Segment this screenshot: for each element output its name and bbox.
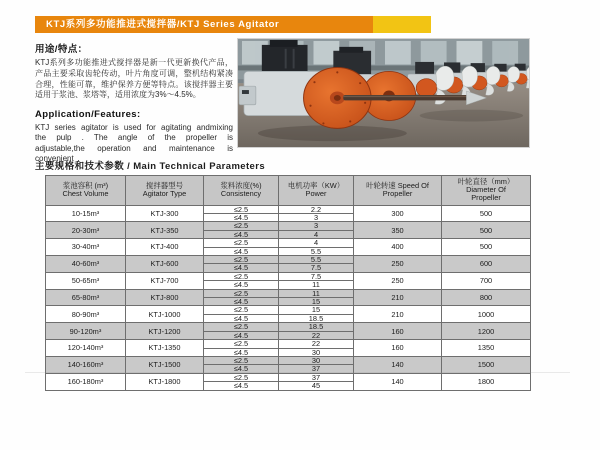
cell-volume: 65-80m³ [46, 289, 126, 306]
cell-power: 5.5 [279, 256, 354, 264]
title-bar-accent [373, 16, 431, 33]
cell-power: 18.5 [279, 323, 354, 331]
cell-power: 3 [279, 222, 354, 230]
cell-power: 5.5 [279, 247, 354, 255]
table-row [46, 239, 531, 247]
cell-agitator-type: KTJ-1500 [126, 356, 204, 373]
cell-power: 11 [279, 289, 354, 297]
cell-diameter: 500 [442, 205, 531, 222]
cell-consistency: ≤4.5 [204, 365, 279, 373]
cell-agitator-type: KTJ-300 [126, 205, 204, 222]
cell-consistency: ≤2.5 [204, 340, 279, 348]
cell-consistency: ≤4.5 [204, 247, 279, 255]
cell-consistency: ≤4.5 [204, 382, 279, 390]
cell-power: 30 [279, 348, 354, 356]
cell-diameter: 500 [442, 222, 531, 239]
cell-diameter: 1000 [442, 306, 531, 323]
cell-power: 18.5 [279, 314, 354, 322]
table-header-cell: 浆池容积 (m³) Chest Volume [46, 176, 126, 206]
features-en-body: KTJ series agitator is used for agitating andmixing the pulp . The angle of the propeller is adjustable,the operation and maintenance is convenient . [35, 123, 233, 163]
cell-consistency: ≤2.5 [204, 289, 279, 297]
cell-volume: 90-120m³ [46, 323, 126, 340]
cell-diameter: 1350 [442, 340, 531, 357]
cell-consistency: ≤2.5 [204, 373, 279, 381]
cell-agitator-type: KTJ-700 [126, 272, 204, 289]
cell-consistency: ≤2.5 [204, 272, 279, 280]
cell-power: 4 [279, 230, 354, 238]
table-row [46, 222, 531, 230]
cell-speed: 210 [354, 306, 442, 323]
cell-consistency: ≤4.5 [204, 281, 279, 289]
cell-power: 3 [279, 214, 354, 222]
table-row [46, 306, 531, 314]
table-header-cell: 叶轮转速 Speed Of Propeller [354, 176, 442, 206]
cell-agitator-type: KTJ-1800 [126, 373, 204, 390]
cell-speed: 400 [354, 239, 442, 256]
cell-consistency: ≤4.5 [204, 298, 279, 306]
cell-speed: 140 [354, 356, 442, 373]
cell-agitator-type: KTJ-1200 [126, 323, 204, 340]
cell-speed: 250 [354, 272, 442, 289]
factory-scene [238, 39, 529, 147]
cell-consistency: ≤2.5 [204, 306, 279, 314]
cell-consistency: ≤4.5 [204, 214, 279, 222]
page-title: KTJ系列多功能推进式搅拌器/KTJ Series Agitator [46, 19, 280, 30]
cell-volume: 160-180m³ [46, 373, 126, 390]
cell-volume: 30-40m³ [46, 239, 126, 256]
cell-power: 22 [279, 331, 354, 339]
cell-consistency: ≤2.5 [204, 256, 279, 264]
table-header-row [46, 176, 531, 206]
product-photo [237, 38, 530, 148]
features-zh-body: KTJ系列多功能推进式搅拌器是新一代更新换代产品，产品主要采取齿轮传动，叶片角度可调，整机结构紧凑合理，性能可靠，维护保养方便等特点。该搅拌器主要适用于浆池、浆塔等，适用浓度为3%～4.5%。 [35, 58, 233, 100]
cell-volume: 80-90m³ [46, 306, 126, 323]
cell-diameter: 1800 [442, 373, 531, 390]
cell-power: 15 [279, 298, 354, 306]
cell-power: 15 [279, 306, 354, 314]
table-header-cell: 电机功率（KW） Power [279, 176, 354, 206]
cell-power: 7.5 [279, 264, 354, 272]
cell-speed: 140 [354, 373, 442, 390]
cell-diameter: 700 [442, 272, 531, 289]
cell-power: 22 [279, 340, 354, 348]
table-row [46, 289, 531, 297]
cell-consistency: ≤2.5 [204, 222, 279, 230]
cell-consistency: ≤2.5 [204, 205, 279, 213]
table-row [46, 356, 531, 364]
cell-diameter: 800 [442, 289, 531, 306]
cell-consistency: ≤2.5 [204, 323, 279, 331]
cell-power: 2.2 [279, 205, 354, 213]
cell-volume: 40-60m³ [46, 256, 126, 273]
table-row [46, 205, 531, 213]
cell-speed: 250 [354, 256, 442, 273]
cell-power: 37 [279, 373, 354, 381]
cell-power: 37 [279, 365, 354, 373]
table-row [46, 340, 531, 348]
table-body [46, 205, 531, 390]
cell-consistency: ≤2.5 [204, 239, 279, 247]
cell-consistency: ≤4.5 [204, 348, 279, 356]
table-title: 主要规格和技术参数 / Main Technical Parameters [35, 161, 266, 172]
cell-speed: 160 [354, 340, 442, 357]
cell-volume: 10-15m³ [46, 205, 126, 222]
features-en-title: Application/Features: [35, 109, 141, 121]
cell-diameter: 1500 [442, 356, 531, 373]
cell-speed: 300 [354, 205, 442, 222]
cell-consistency: ≤4.5 [204, 264, 279, 272]
cell-power: 7.5 [279, 272, 354, 280]
cell-volume: 50-65m³ [46, 272, 126, 289]
cell-speed: 160 [354, 323, 442, 340]
cell-agitator-type: KTJ-350 [126, 222, 204, 239]
cell-power: 30 [279, 356, 354, 364]
table-row [46, 272, 531, 280]
page-title-bar [35, 16, 373, 33]
cell-consistency: ≤2.5 [204, 356, 279, 364]
cell-agitator-type: KTJ-400 [126, 239, 204, 256]
table-row [46, 373, 531, 381]
cell-volume: 140-160m³ [46, 356, 126, 373]
cell-consistency: ≤4.5 [204, 331, 279, 339]
features-zh-title: 用途/特点： [35, 44, 88, 55]
cell-diameter: 600 [442, 256, 531, 273]
cell-power: 4 [279, 239, 354, 247]
cell-diameter: 1200 [442, 323, 531, 340]
cell-volume: 120-140m³ [46, 340, 126, 357]
intro-column [35, 41, 233, 172]
cell-diameter: 500 [442, 239, 531, 256]
table-row [46, 256, 531, 264]
scan-artifact [25, 372, 570, 373]
cell-agitator-type: KTJ-800 [126, 289, 204, 306]
cell-agitator-type: KTJ-600 [126, 256, 204, 273]
table-row [46, 323, 531, 331]
cell-power: 45 [279, 382, 354, 390]
cell-speed: 350 [354, 222, 442, 239]
cell-agitator-type: KTJ-1350 [126, 340, 204, 357]
table-header-cell: 叶轮直径（mm） Diameter Of Propeller [442, 176, 531, 206]
cell-consistency: ≤4.5 [204, 230, 279, 238]
cell-agitator-type: KTJ-1000 [126, 306, 204, 323]
cell-speed: 210 [354, 289, 442, 306]
cell-volume: 20-30m³ [46, 222, 126, 239]
cell-consistency: ≤4.5 [204, 314, 279, 322]
table-header-cell: 浆料浓度(%) Consistency [204, 176, 279, 206]
main-technical-parameters-table [45, 175, 531, 391]
table-header-cell: 搅拌器型号 Agitator Type [126, 176, 204, 206]
cell-power: 11 [279, 281, 354, 289]
